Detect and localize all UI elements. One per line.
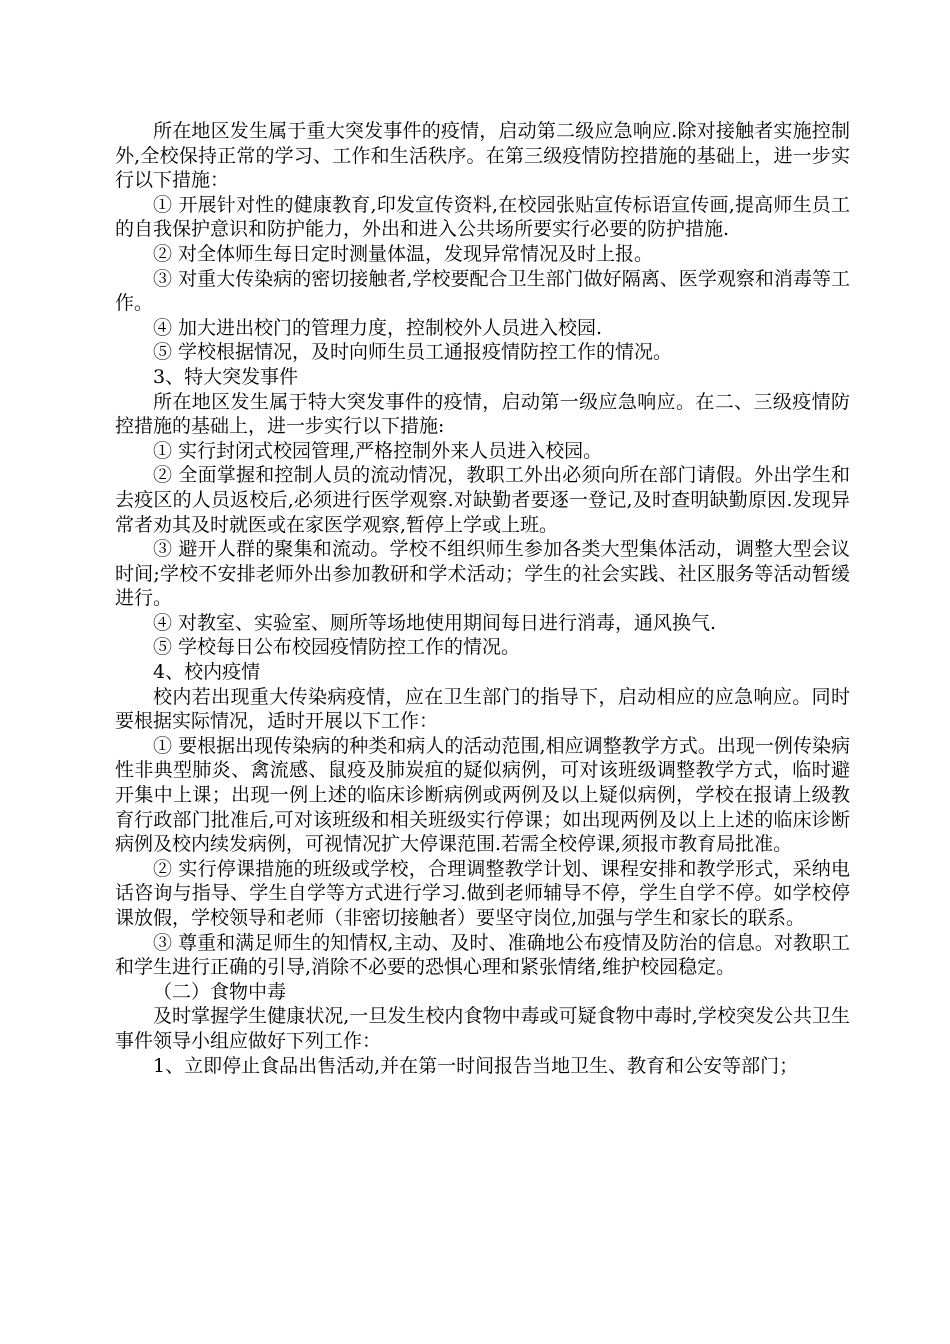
paragraph-level2-item-3: ③ 对重大传染病的密切接触者,学校要配合卫生部门做好隔离、医学观察和消毒等工作。 (115, 267, 850, 315)
paragraph-level1-item-4: ④ 对教室、实验室、厕所等场地使用期间每日进行消毒，通风换气. (153, 611, 717, 634)
paragraph-level1-item-5: ⑤ 学校每日公布校园疫情防控工作的情况。 (153, 636, 521, 659)
paragraph-level1-item-3: ③ 避开人群的聚集和流动。学校不组织师生参加各类大型集体活动，调整大型会议时间;学校不安排老师外出参加教研和学术活动；学生的社会实践、社区服务等活动暂缓进行。 (115, 538, 850, 610)
paragraph-level1-item-1: ① 实行封闭式校园管理,严格控制外来人员进入校园。 (153, 439, 603, 462)
document-body (115, 119, 850, 1078)
paragraph-level1-intro: 所在地区发生属于特大突发事件的疫情，启动第一级应急响应。在二、三级疫情防控措施的基础上，进一步实行以下措施: (115, 390, 850, 438)
paragraph-campus-item-1: ① 要根据出现传染病的种类和病人的活动范围,相应调整教学方式。出现一例传染病性非典型肺炎、禽流感、鼠疫及肺炭疽的疑似病例，可对该班级调整教学方式，临时避开集中上课；出现一例上述的临床诊断病例或两例及以上疑似病例，学校在报请上级教育行政部门批准后,可对该班级和相关班级实行停课；如出现两例及以上上述的临床诊断病例及校内续发病例，可视情况扩大停课范围.若需全校停课,须报市教育局批准。 (115, 734, 850, 856)
paragraph-campus-intro: 校内若出现重大传染病疫情，应在卫生部门的指导下，启动相应的应急响应。同时要根据实际情况，适时开展以下工作： (115, 685, 850, 733)
paragraph-food-item-1: 1、立即停止食品出售活动,并在第一时间报告当地卫生、教育和公安等部门； (153, 1054, 799, 1077)
paragraph-level2-item-4: ④ 加大进出校门的管理力度，控制校外人员进入校园. (153, 316, 603, 339)
paragraph-campus-item-2: ② 实行停课措施的班级或学校，合理调整教学计划、课程安排和教学形式，采纳电话咨询与指导、学生自学等方式进行学习.做到老师辅导不停，学生自学不停。如学校停课放假，学校领导和老师（非密切接触者）要坚守岗位,加强与学生和家长的联系。 (115, 857, 850, 929)
paragraph-level2-item-1: ① 开展针对性的健康教育,印发宣传资料,在校园张贴宣传标语宣传画,提高师生员工的自我保护意识和防护能力，外出和进入公共场所要实行必要的防护措施. (115, 193, 850, 241)
section-heading-food-poisoning: （二）食物中毒 (153, 980, 287, 1003)
paragraph-level2-item-5: ⑤ 学校根据情况，及时向师生员工通报疫情防控工作的情况。 (153, 341, 673, 364)
paragraph-level2-intro: 所在地区发生属于重大突发事件的疫情，启动第二级应急响应.除对接触者实施控制外,全校保持正常的学习、工作和生活秩序。在第三级疫情防控措施的基础上，进一步实行以下措施： (115, 120, 850, 192)
paragraph-level1-item-2: ② 全面掌握和控制人员的流动情况，教职工外出必须向所在部门请假。外出学生和去疫区的人员返校后,必须进行医学观察.对缺勤者要逐一登记,及时查明缺勤原因.发现异常者劝其及时就医或在家医学观察,暂停上学或上班。 (115, 464, 850, 536)
paragraph-food-intro: 及时掌握学生健康状况,一旦发生校内食物中毒或可疑食物中毒时,学校突发公共卫生事件领导小组应做好下列工作： (115, 1005, 850, 1052)
paragraph-campus-item-3: ③ 尊重和满足师生的知情权,主动、及时、准确地公布疫情及防治的信息。对教职工和学生进行正确的引导,消除不必要的恐惧心理和紧张情绪,维护校园稳定。 (115, 931, 850, 979)
section-heading-3: 3、特大突发事件 (153, 365, 299, 388)
section-heading-4: 4、校内疫情 (153, 661, 261, 684)
paragraph-level2-item-2: ② 对全体师生每日定时测量体温，发现异常情况及时上报。 (153, 242, 654, 265)
